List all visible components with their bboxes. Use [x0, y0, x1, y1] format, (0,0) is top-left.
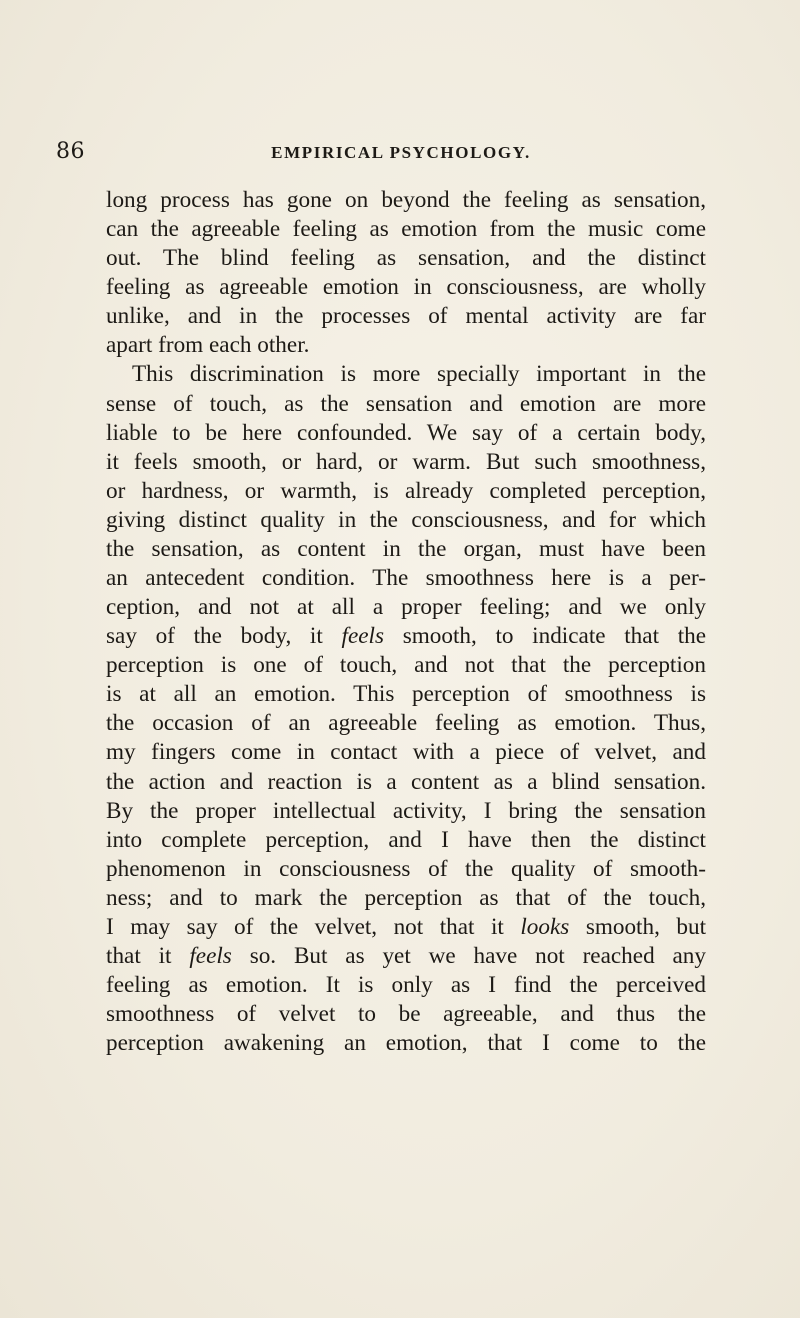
text-line: giving distinct quality in the consciousness, and for which — [106, 506, 706, 533]
text-line: it feels smooth, or hard, or warm. But such smoothness, — [106, 448, 706, 475]
text-line: This discrimination is more specially important in the — [132, 361, 706, 388]
text-line: an antecedent condition. The smoothness here is a per- — [106, 565, 706, 592]
text-line-mixed — [106, 942, 706, 971]
italic-word: looks — [520, 913, 570, 940]
text-line: ness; and to mark the perception as that of the touch, — [106, 884, 706, 911]
text-line: long process has gone on beyond the feeling as sensation, — [106, 187, 706, 213]
text-line: the occasion of an agreeable feeling as emotion. Thus, — [106, 710, 706, 737]
text-line: perception awakening an emotion, that I come to the — [106, 1030, 706, 1057]
italic-word: feels — [189, 943, 232, 970]
text-line: can the agreeable feeling as emotion from the music come — [106, 216, 706, 243]
page-header — [56, 139, 746, 169]
text-line: is at all an emotion. This perception of smoothness is — [106, 681, 706, 708]
italic-word: feels — [341, 623, 385, 650]
text-segment: smooth, to indicate that the — [402, 623, 707, 650]
text-line: out. The blind feeling as sensation, and the distinct — [106, 245, 706, 272]
text-line: By the proper intellectual activity, I bring the sensation — [106, 797, 706, 824]
text-line: ception, and not at all a proper feeling; and we only — [106, 594, 706, 621]
text-segment: I may say of the velvet, not that it — [106, 913, 504, 940]
text-line: unlike, and in the processes of mental activity are far — [106, 303, 706, 330]
body-text — [106, 186, 706, 1058]
text-segment: so. But as yet we have not reached any — [249, 943, 706, 970]
text-line-mixed — [106, 913, 706, 942]
text-line: liable to be here confounded. We say of a certain body, — [106, 419, 706, 446]
text-line: or hardness, or warmth, is already completed perception, — [106, 477, 706, 504]
text-line: phenomenon in consciousness of the quality of smooth- — [106, 855, 706, 882]
running-head: EMPIRICAL PSYCHOLOGY. — [271, 143, 531, 162]
text-line: the action and reaction is a content as a blind sensation. — [106, 768, 706, 795]
text-segment: say of the body, it — [106, 623, 323, 650]
page-number: 86 — [56, 139, 85, 164]
text-line-mixed — [106, 622, 706, 651]
text-line: the sensation, as content in the organ, must have been — [106, 535, 706, 562]
text-line: perception is one of touch, and not that the perception — [106, 652, 706, 679]
text-line: feeling as agreeable emotion in consciousness, are wholly — [106, 274, 706, 301]
text-line: apart from each other. — [106, 332, 310, 359]
text-line: into complete perception, and I have then the distinct — [106, 826, 706, 853]
text-line: sense of touch, as the sensation and emotion are more — [106, 390, 706, 417]
text-segment: that it — [106, 943, 172, 970]
text-line: my fingers come in contact with a piece of velvet, and — [106, 739, 706, 766]
text-segment: smooth, but — [585, 913, 707, 940]
text-line: smoothness of velvet to be agreeable, and thus the — [106, 1001, 706, 1028]
text-line: feeling as emotion. It is only as I find the perceived — [106, 972, 706, 999]
